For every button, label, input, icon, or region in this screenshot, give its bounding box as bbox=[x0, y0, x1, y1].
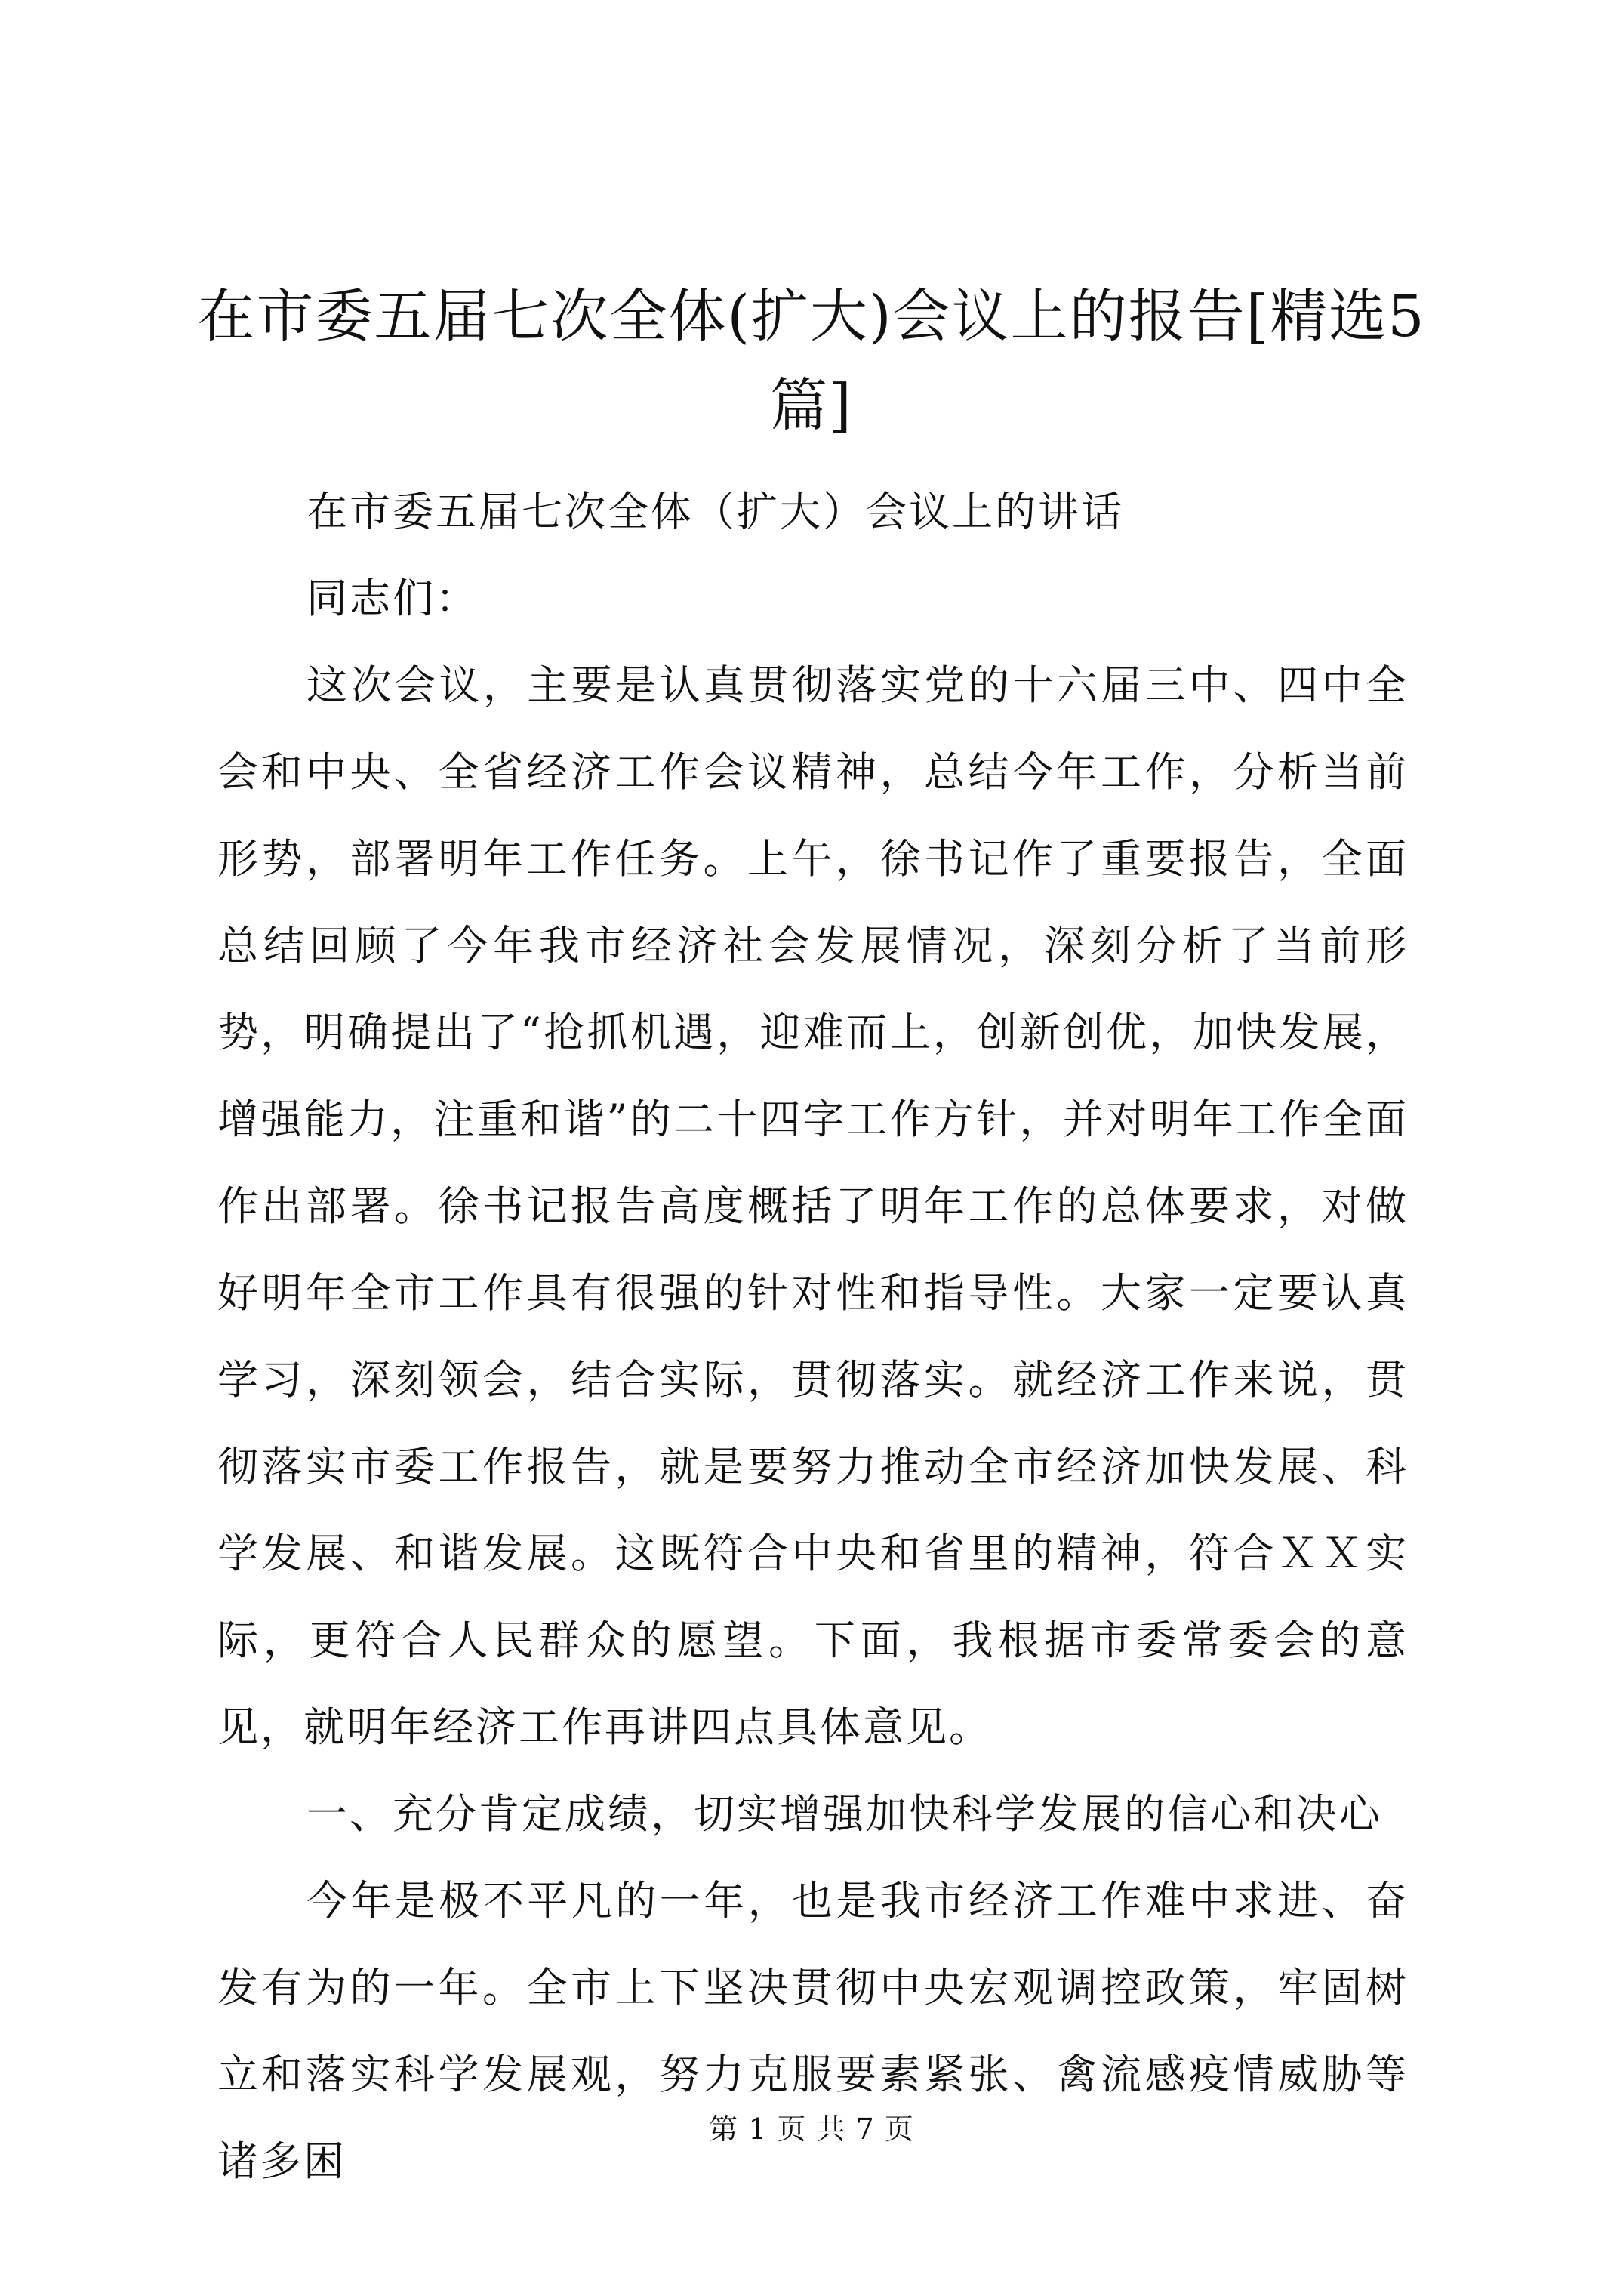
section-heading: 一、充分肯定成绩，切实增强加快科学发展的信心和决心 bbox=[306, 1790, 1382, 1838]
document-title: 在市委五届七次全体(扩大)会议上的报告[精选5篇] bbox=[197, 282, 1426, 439]
speech-subtitle: 在市委五届七次全体（扩大）会议上的讲话 bbox=[306, 488, 1124, 535]
document-body bbox=[217, 468, 1409, 2205]
section-paragraph: 今年是极不平凡的一年，也是我市经济工作难中求进、奋发有为的一年。全市上下坚决贯彻中央宏观调控政策，牢固树立和落实科学发展观，努力克服要素紧张、禽流感疫情威胁等诸多困 bbox=[217, 1877, 1409, 2185]
body-paragraph: 这次会议，主要是认真贯彻落实党的十六届三中、四中全会和中央、全省经济工作会议精神，总结今年工作，分析当前形势，部署明年工作任务。上午，徐书记作了重要报告，全面总结回顾了今年我市经济社会发展情况，深刻分析了当前形势，明确提出了“抢抓机遇，迎难而上，创新创优，加快发展，增强能力，注重和谐”的二十四字工作方针，并对明年工作全面作出部署。徐书记报告高度概括了明年工作的总体要求，对做好明年全市工作具有很强的针对性和指导性。大家一定要认真学习，深刻领会，结合实际，贯彻落实。就经济工作来说，贯彻落实市委工作报告，就是要努力推动全市经济加快发展、科学发展、和谐发展。这既符合中央和省里的精神，符合ＸＸ实际，更符合人民群众的愿望。下面，我根据市委常委会的意见，就明年经济工作再讲四点具体意见。 bbox=[217, 661, 1409, 1751]
page-footer: 第 1 页 共 7 页 bbox=[709, 2113, 914, 2146]
salutation: 同志们： bbox=[306, 575, 479, 622]
